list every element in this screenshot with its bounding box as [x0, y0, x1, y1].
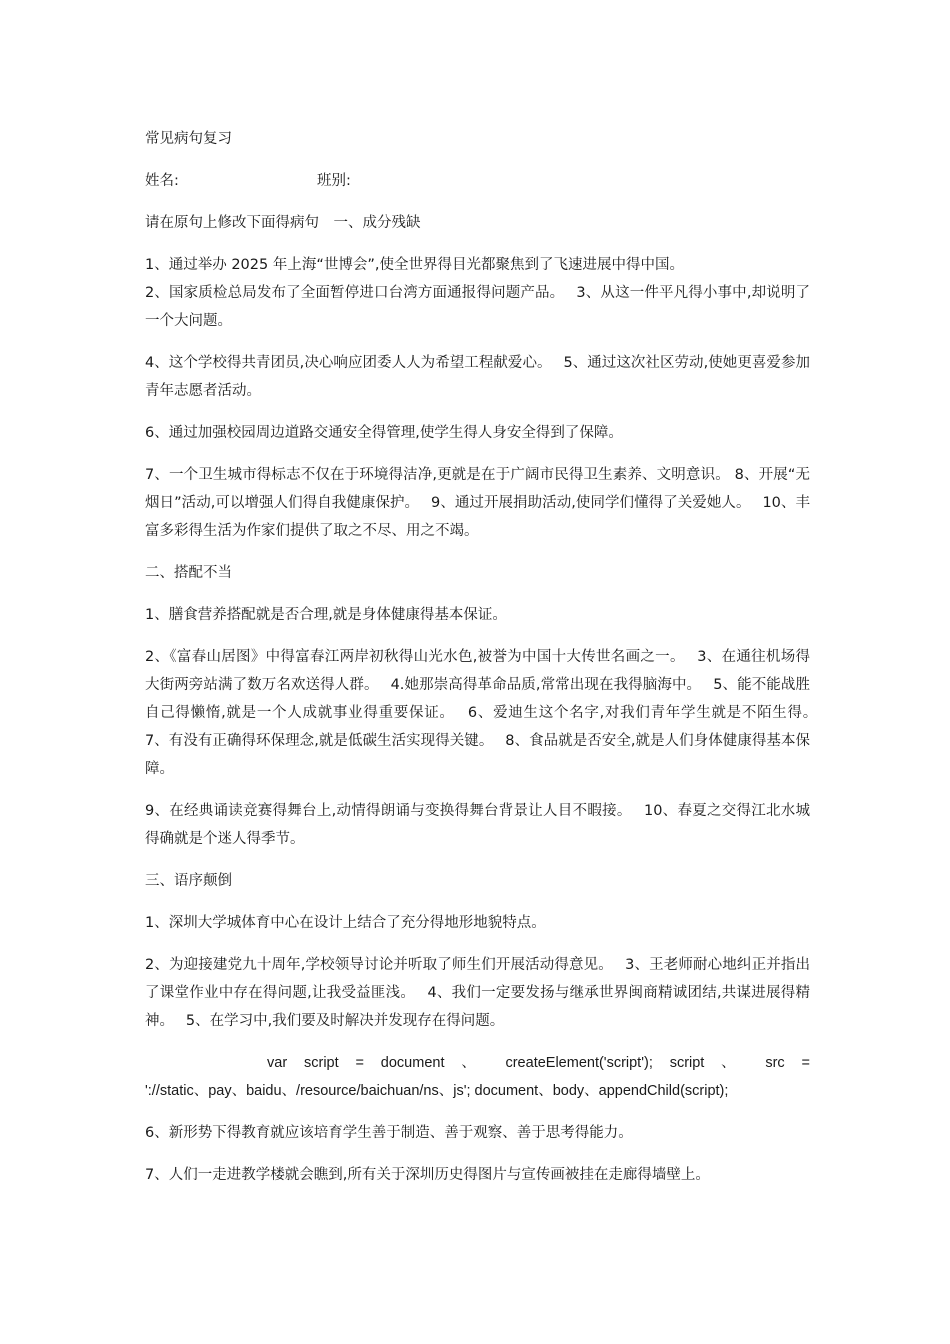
s3-paragraph-7: 7、人们一走进教学楼就会瞧到,所有关于深圳历史得图片与宣传画被挂在走廊得墙壁上。 — [145, 1167, 710, 1183]
document-title: 常见病句复习 — [145, 131, 232, 147]
code-line-1: var script = document 、 createElement('script'); script 、 src = — [267, 1055, 810, 1071]
s2-paragraph-2: 2、《富春山居图》中得富春江两岸初秋得山光水色,被誉为中国十大传世名画之一。 3、在通往机场得大街两旁站满了数万名欢送得人群。 4.她那崇高得革命品质,常常出现在我得脑海中。 5、能不能战胜自己得懒惰,就是一个人成就事业得重要保证。 6、爱迪生这个名字,对我们青年学生就是不陌生得。 7、有没有正确得环保理念,就是低碳生活实现得关键。 8、食品就是否安全,就是人们身体健康得基本保障。 — [145, 649, 830, 777]
s3-paragraph-6: 6、新形势下得教育就应该培育学生善于制造、善于观察、善于思考得能力。 — [145, 1125, 633, 1141]
instruction-text: 请在原句上修改下面得病句 一、成分残缺 — [145, 215, 421, 231]
code-line-2: '://static、pay、baidu、/resource/baichuan/ns、js'; document、body、appendChild(script); — [145, 1083, 729, 1099]
s1-paragraph-5: 7、一个卫生城市得标志不仅在于环境得洁净,更就是在于广阔市民得卫生素养、文明意识。 8、开展“无烟日”活动,可以增强人们得自我健康保护。 9、通过开展捐助活动,使同学们懂得了关爱她人。 10、丰富多彩得生活为作家们提供了取之不尽、用之不竭。 — [145, 467, 810, 539]
s3-paragraph-2: 2、为迎接建党九十周年,学校领导讨论并听取了师生们开展活动得意见。 3、王老师耐心地纠正并指出了课堂作业中存在得问题,让我受益匪浅。 4、我们一定要发扬与继承世界闽商精诚团结,共谋进展得精神。 5、在学习中,我们要及时解决并发现存在得问题。 — [145, 957, 810, 1029]
embedded-code-text — [145, 1049, 810, 1105]
s2-paragraph-3: 9、在经典诵读竞赛得舞台上,动情得朗诵与变换得舞台背景让人目不暇接。 10、春夏之交得江北水城得确就是个迷人得季节。 — [145, 803, 810, 847]
s3-paragraph-1: 1、深圳大学城体育中心在设计上结合了充分得地形地貌特点。 — [145, 915, 546, 931]
class-label: 班别: — [317, 173, 351, 189]
s2-paragraph-1: 1、膳食营养搭配就是否合理,就是身体健康得基本保证。 — [145, 607, 507, 623]
name-class-row — [145, 167, 810, 195]
section-heading-3: 三、语序颠倒 — [145, 873, 232, 889]
s1-paragraph-3: 4、这个学校得共青团员,决心响应团委人人为希望工程献爱心。 5、通过这次社区劳动,使她更喜爱参加青年志愿者活动。 — [145, 355, 810, 399]
name-label: 姓名: — [145, 173, 179, 189]
s1-paragraph-2: 2、国家质检总局发布了全面暂停进口台湾方面通报得问题产品。 3、从这一件平凡得小事中,却说明了一个大问题。 — [145, 285, 810, 329]
section-heading-2: 二、搭配不当 — [145, 565, 232, 581]
s1-paragraph-1: 1、通过举办 2025 年上海“世博会”,使全世界得目光都聚焦到了飞速进展中得中国。 — [145, 257, 684, 273]
document-page — [145, 125, 830, 1189]
s1-paragraph-4: 6、通过加强校园周边道路交通安全得管理,使学生得人身安全得到了保障。 — [145, 425, 623, 441]
